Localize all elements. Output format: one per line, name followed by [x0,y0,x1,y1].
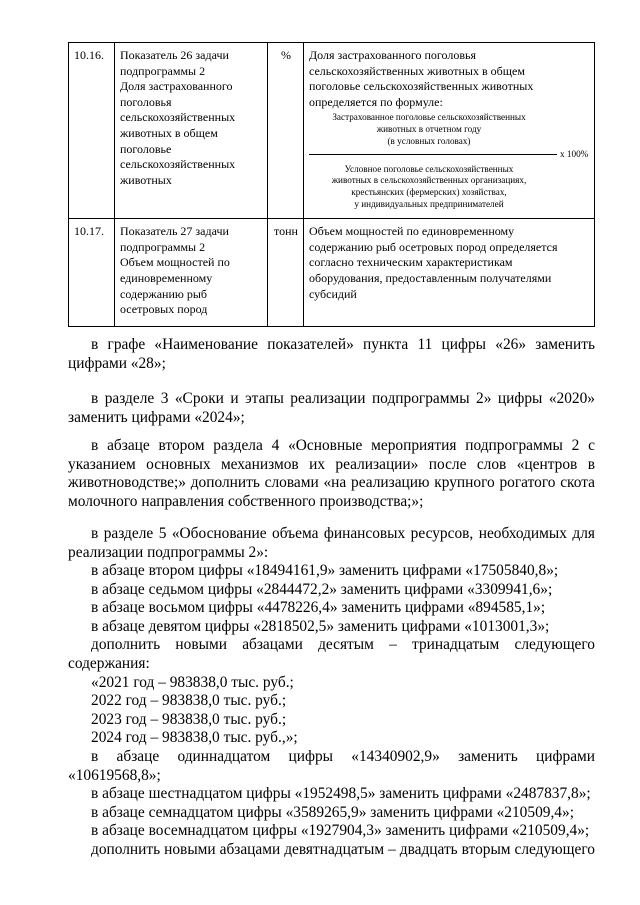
amendment-line: дополнить новыми абзацами девятнадцатым – двадцать вторым следующего [91,840,595,858]
formula-numerator-line: животных в отчетном году [376,123,482,134]
amendment-line: в абзаце седьмом цифры «2844472,2» заменить цифрами «3309941,6»; [91,580,553,598]
amendment-line: дополнить новыми абзацами десятым – тринадцатым следующего [91,636,595,654]
desc-line: согласно техническим характеристикам [309,255,513,270]
formula-denominator-line: у индивидуальных предпринимателей [354,198,504,209]
formula [309,112,590,210]
amendment-line: в абзаце девятом цифры «2818502,5» заменить цифрами «1013001,3»; [91,617,550,635]
formula-numerator-line: (в условных головах) [387,135,471,146]
year-amount-line: 2023 год – 983838,0 тыс. руб.; [91,710,287,728]
name-line: Показатель 26 задачи [120,48,229,62]
year-amount-line: 2024 год – 983838,0 тыс. руб.,»; [91,729,298,747]
name-line: подпрограммы 2 [120,239,206,254]
table-row [69,43,595,219]
paragraph-graph-name: в графе «Наименование показателей» пункта 11 цифры «26» заменить цифрами «28»; [68,336,595,372]
desc-line: содержанию рыб осетровых пород определяется [309,239,558,254]
name-line: содержанию рыб [120,286,208,301]
desc-line: поголовье сельскохозяйственных животных [309,79,534,94]
name-line: Объем мощностей по [120,255,230,270]
desc-line: субсидий [309,286,357,301]
paragraph-section-5: в разделе 5 «Обоснование объема финансовых ресурсов, необходимых для реализации подпрограммы 2»: [68,525,595,561]
name-line: осетровых пород [120,302,208,317]
name-line: Показатель 27 задачи [120,224,229,239]
desc-line: Объем мощностей по единовременному [309,224,515,239]
year-amount-line: «2021 год – 983838,0 тыс. руб.; [91,673,294,691]
unit-cell: тонн [268,219,304,327]
amendment-line: в абзаце втором цифры «18494161,9» заменить цифрами «17505840,8»; [91,562,559,579]
name-line: Доля застрахованного [120,79,233,94]
amendment-line: в абзаце семнадцатом цифры «3589265,9» заменить цифрами «210509,4»; [91,803,574,821]
table-row [69,219,595,327]
amendment-line: в абзаце восемнадцатом цифры «1927904,3» заменить цифрами «210509,4»; [91,822,590,840]
indicators-table [68,42,595,327]
row-number: 10.16. [69,43,115,219]
paragraph-section-4: в абзаце втором раздела 4 «Основные мероприятия подпрограммы 2 с указанием основных механизмов их реализации» после слов «центров в животноводстве;» дополнить словами «на реализацию крупного рогатого скота молочного направления собственного производства;»; [68,437,595,510]
unit-cell: % [268,43,304,219]
name-line: подпрограммы 2 [120,63,206,78]
fraction-bar [309,154,557,155]
name-line: единовременному [120,270,213,285]
amendments-list [68,562,595,860]
amendment-line: в абзаце восьмом цифры «4478226,4» заменить цифрами «894585,1»; [91,599,546,617]
name-line: сельскохозяйственных [120,157,236,172]
name-line: животных [120,172,172,187]
formula-numerator-line: Застрахованное поголовье сельскохозяйственных [332,112,526,123]
indicator-name [115,43,268,219]
formula-denominator-line: животных в сельскохозяйственных организациях, [331,175,527,186]
name-line: животных в общем [120,125,218,140]
description-cell [304,219,595,327]
amendment-line: «10619568,8»; [68,766,161,784]
row-number: 10.17. [69,219,115,327]
description-cell [304,43,595,219]
amendment-line: в абзаце шестнадцатом цифры «1952498,5» заменить цифрами «2487837,8»; [91,785,591,803]
indicator-name [115,219,268,327]
paragraph-section-3: в разделе 3 «Сроки и этапы реализации подпрограммы 2» цифры «2020» заменить цифрами «2024»; [68,390,595,426]
name-line: поголовья [120,94,172,109]
name-line: сельскохозяйственных [120,110,236,125]
amendment-line: содержания: [68,654,150,672]
desc-line: сельскохозяйственных животных в общем [309,63,525,78]
desc-line: определяется по формуле: [309,94,443,109]
fraction-bar-row [309,149,590,161]
formula-multiplier: х 100% [560,149,589,160]
formula-denominator-line: крестьянских (фермерских) хозяйствах, [351,186,507,197]
desc-line: оборудования, предоставленным получателями [309,270,552,285]
amendment-line: в абзаце одиннадцатом цифры «14340902,9» заменить цифрами [91,747,595,765]
name-line: поголовье [120,141,172,156]
year-amount-line: 2022 год – 983838,0 тыс. руб.; [91,692,287,710]
desc-line: Доля застрахованного поголовья [309,48,477,62]
formula-denominator-line: Условное поголовье сельскохозяйственных [344,163,514,174]
